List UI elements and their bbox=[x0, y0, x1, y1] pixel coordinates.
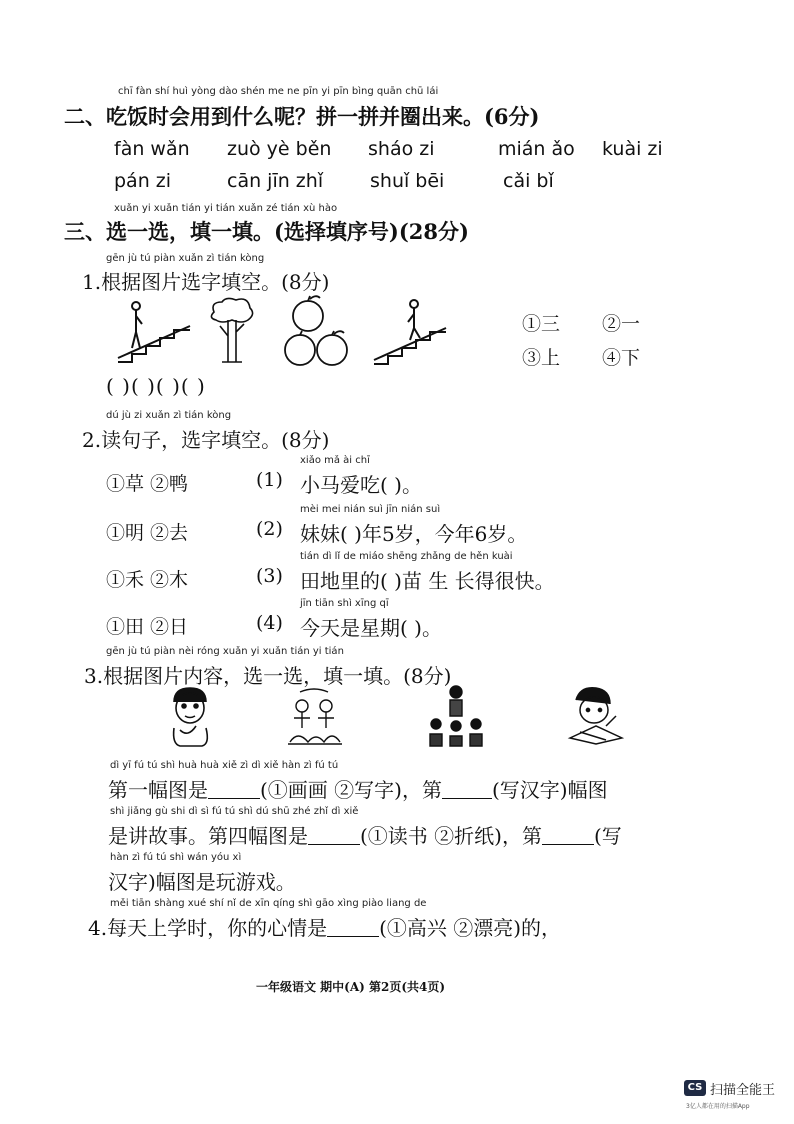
q2-row1-sentence[interactable]: 小马爱吃( )。 bbox=[300, 473, 422, 497]
q4-blank[interactable] bbox=[327, 918, 379, 937]
q3-line1-part3: (写汉字)幅图 bbox=[491, 778, 608, 802]
stairs-down-picture bbox=[370, 296, 450, 368]
child-writing-picture bbox=[566, 686, 624, 746]
q3-line1-part1: 第一幅图是 bbox=[108, 778, 208, 802]
q1-option-1: ①三 bbox=[522, 313, 561, 335]
q2-row4-options: ①田 ②日 bbox=[106, 616, 189, 638]
q3-line2-part3: (写 bbox=[593, 824, 622, 848]
tree-picture bbox=[206, 296, 258, 366]
word-3: sháo zi bbox=[368, 138, 435, 160]
children-playing-picture bbox=[286, 686, 344, 748]
q4-line bbox=[88, 912, 561, 941]
q3-blank-1[interactable] bbox=[208, 780, 260, 799]
word-8: shuǐ bēi bbox=[370, 170, 445, 192]
q3-line1-pinyin: dì yī fú tú shì huà huà xiě zì dì xiě hàn zì fú tú bbox=[110, 760, 339, 771]
q2-row3-options: ①禾 ②木 bbox=[106, 569, 189, 591]
sec3-pinyin: xuǎn yi xuǎn tián yi tián xuǎn zé tián xù hào bbox=[114, 203, 338, 214]
q2-row3-pinyin: tián dì lǐ de miáo shēng zhǎng de hěn kuài bbox=[300, 551, 513, 562]
q3-blank-2[interactable] bbox=[442, 780, 492, 799]
q2-row4-pinyin: jīn tiān shì xīng qī bbox=[300, 598, 389, 609]
q2-row2-options: ①明 ②去 bbox=[106, 522, 189, 544]
story-telling-picture bbox=[426, 684, 488, 748]
q1-option-3: ③上 bbox=[522, 347, 561, 369]
q3-title: 3.根据图片内容，选一选，填一填。(8分) bbox=[84, 664, 452, 688]
q1-answer-blanks[interactable]: ( )( )( )( ) bbox=[106, 374, 206, 398]
word-1: fàn wǎn bbox=[114, 138, 190, 160]
q3-line2-part2: (①读书 ②折纸)，第 bbox=[360, 824, 542, 848]
sec3-heading: 三、选一选，填一填。(选择填序号)(28分) bbox=[64, 219, 469, 244]
word-5: kuài zi bbox=[602, 138, 663, 160]
q3-line1 bbox=[108, 774, 608, 803]
camscanner-logo-icon: CS bbox=[684, 1080, 706, 1096]
word-6: pán zi bbox=[114, 170, 172, 192]
three-apples-picture bbox=[282, 294, 352, 368]
q3-line2-pinyin: shì jiǎng gù shi dì sì fú tú shì dú shū zhé zhǐ dì xiě bbox=[110, 806, 359, 817]
q2-row2-sentence[interactable]: 妹妹( )年5岁，今年6岁。 bbox=[300, 522, 528, 546]
q2-row1-number: (1) bbox=[256, 469, 283, 491]
q2-row3-sentence[interactable]: 田地里的( )苗 生 长得很快。 bbox=[300, 569, 555, 593]
q2-row1-pinyin: xiǎo mǎ ài chī bbox=[300, 455, 370, 466]
word-2: zuò yè běn bbox=[227, 138, 332, 160]
q1-pinyin: gēn jù tú piàn xuǎn zì tián kòng bbox=[106, 253, 265, 264]
q4-pinyin: měi tiān shàng xué shí nǐ de xīn qíng shì gāo xìng piào liang de bbox=[110, 898, 427, 909]
q2-row4-sentence[interactable]: 今天是星期( )。 bbox=[300, 616, 442, 640]
q3-line2-part1: 是讲故事。第四幅图是 bbox=[108, 824, 308, 848]
q2-row3-number: (3) bbox=[256, 565, 283, 587]
q3-line3-pinyin: hàn zì fú tú shì wán yóu xì bbox=[110, 852, 242, 863]
q3-pinyin: gēn jù tú piàn nèi róng xuǎn yi xuǎn tián yi tián bbox=[106, 646, 344, 657]
word-7: cān jīn zhǐ bbox=[227, 170, 324, 192]
q3-blank-3[interactable] bbox=[308, 826, 360, 845]
word-4: mián ǎo bbox=[498, 138, 575, 160]
sec2-heading: 二、吃饭时会用到什么呢？拼一拼并圈出来。(6分) bbox=[64, 104, 540, 129]
page-footer: 一年级语文 期中(A) 第2页(共4页) bbox=[256, 980, 446, 994]
q3-blank-4[interactable] bbox=[542, 826, 594, 845]
q1-option-2: ②一 bbox=[602, 313, 641, 335]
q2-row2-pinyin: mèi mei nián suì jīn nián suì bbox=[300, 504, 441, 515]
q3-line3: 汉字)幅图是玩游戏。 bbox=[108, 870, 296, 894]
sec2-pinyin: chī fàn shí huì yòng dào shén me ne pīn yi pīn bìng quān chū lái bbox=[118, 86, 439, 97]
child-thinking-picture bbox=[166, 686, 214, 748]
q2-row2-number: (2) bbox=[256, 518, 283, 540]
q2-row4-number: (4) bbox=[256, 612, 283, 634]
q1-option-4: ④下 bbox=[602, 347, 641, 369]
stairs-up-picture bbox=[114, 298, 194, 366]
q4-part1: 4.每天上学时，你的心情是 bbox=[88, 916, 328, 940]
q1-title: 1.根据图片选字填空。(8分) bbox=[82, 270, 330, 294]
q2-row1-options: ①草 ②鸭 bbox=[106, 473, 189, 495]
watermark-subtitle: 3亿人都在用的扫描App bbox=[686, 1103, 750, 1110]
q3-line1-part2: (①画画 ②写字)，第 bbox=[260, 778, 442, 802]
q3-line2 bbox=[108, 820, 622, 849]
word-9: cǎi bǐ bbox=[503, 170, 554, 192]
q4-part2: (①高兴 ②漂亮)的， bbox=[379, 916, 562, 940]
q2-pinyin: dú jù zi xuǎn zì tián kòng bbox=[106, 410, 232, 421]
watermark-title: 扫描全能王 bbox=[710, 1083, 776, 1098]
q2-title: 2.读句子，选字填空。(8分) bbox=[82, 428, 330, 452]
